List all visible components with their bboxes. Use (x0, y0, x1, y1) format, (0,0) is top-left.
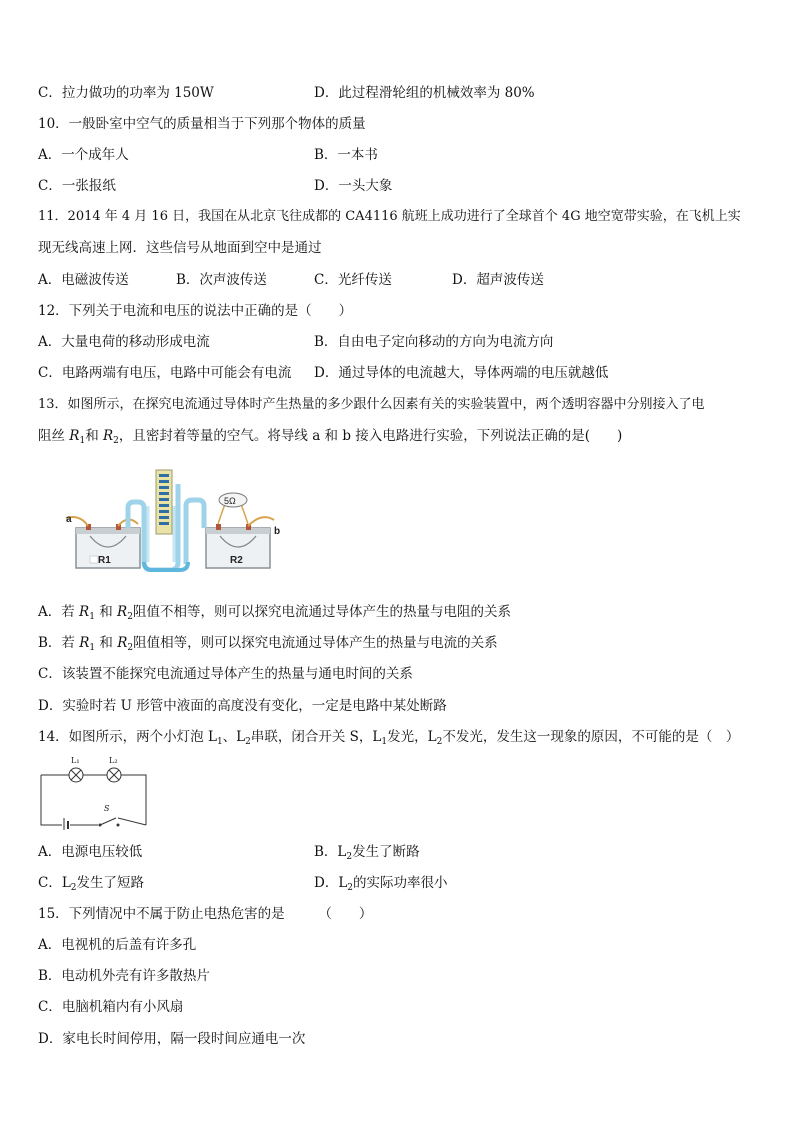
r1-label: R1 (98, 555, 111, 566)
five-ohm-label: 5Ω (224, 496, 236, 506)
q10-stem: 10．一般卧室中空气的质量相当于下列那个物体的质量 (38, 116, 366, 132)
q13-option-b: B．若 $R_1$ 和 $R_2$阻值相等，则可以探究电流通过导体产生的热量与电流的关系 (38, 635, 498, 653)
q12-option-a: A．大量电荷的移动形成电流 (38, 334, 210, 350)
q14-option-b: B．$L_2$发生了断路 (314, 844, 420, 862)
wire-a-label: a (66, 514, 72, 525)
q11-stem-line2: 现无线高速上网．这些信号从地面到空中是通过 (38, 240, 322, 256)
q14-stem: 14．如图所示，两个小灯泡 $L_1$、$L_2$串联，闭合开关 S，$L_1$发光，$L_2$不发光，发生这一现象的原因，不可能的是（ ） (38, 729, 740, 747)
r2-label: R2 (230, 555, 243, 566)
q12-option-b: B．自由电子定向移动的方向为电流方向 (314, 334, 554, 350)
switch-label: S (104, 804, 110, 813)
q15-option-d: D．家电长时间停用，隔一段时间应通电一次 (38, 1031, 306, 1047)
q11-option-a: A．电磁波传送 (38, 272, 129, 288)
q13-stem-line2: 阻丝 $R_1$和 $R_2$，且密封着等量的空气。将导线 a 和 b 接入电路进行实验，下列说法正确的是( ) (38, 428, 623, 446)
wire-b-label: b (274, 526, 281, 537)
q13-stem-line1: 13．如图所示，在探究电流通过导体时产生热量的多少跟什么因素有关的实验装置中，两个透明容器中分别接入了电 (38, 397, 705, 412)
q15-option-c: C．电脑机箱内有小风扇 (38, 999, 184, 1015)
q12-option-d: D．通过导体的电流越大，导体两端的电压就越低 (314, 365, 609, 381)
q11-stem-line1: 11．2014 年 4 月 16 日，我国在从北京飞往成都的 CA4116 航班上成功进行了全球首个 4G 地空宽带实验，在飞机上实 (38, 209, 741, 224)
q15-stem: 15．下列情况中不属于防止电热危害的是 （ ） (38, 906, 373, 922)
q12-option-c: C．电路两端有电压，电路中可能会有电流 (38, 365, 292, 381)
q9-option-c: C．拉力做功的功率为 150W (38, 85, 214, 101)
q13-option-a: A．若 $R_1$ 和 $R_2$阻值不相等，则可以探究电流通过导体产生的热量与电阻的关系 (38, 604, 511, 622)
q10-option-c: C．一张报纸 (38, 178, 116, 194)
q14-option-a: A．电源电压较低 (38, 844, 143, 860)
lamp-l2-label: L₂ (109, 756, 118, 765)
q10-option-d: D．一头大象 (314, 178, 393, 194)
q13-option-c: C．该装置不能探究电流通过导体产生的热量与通电时间的关系 (38, 666, 413, 682)
q11-option-c: C．光纤传送 (314, 272, 392, 288)
q14-option-c: C．$L_2$发生了短路 (38, 875, 145, 893)
q11-option-d: D．超声波传送 (452, 272, 544, 288)
q15-option-b: B．电动机外壳有许多散热片 (38, 968, 210, 984)
q9-option-d: D．此过程滑轮组的机械效率为 80% (314, 85, 535, 101)
q12-stem: 12．下列关于电流和电压的说法中正确的是（ ） (38, 303, 353, 319)
q15-option-a: A．电视机的后盖有许多孔 (38, 937, 197, 953)
q10-option-a: A．一个成年人 (38, 147, 129, 163)
joule-heating-apparatus-figure (62, 466, 292, 572)
q10-option-b: B．一本书 (314, 147, 378, 163)
q14-option-d: D．$L_2$的实际功率很小 (314, 875, 448, 893)
lamp-l1-label: L₁ (71, 756, 80, 765)
q11-option-b: B．次声波传送 (176, 272, 267, 288)
series-circuit-figure (38, 754, 150, 830)
q13-option-d: D．实验时若 U 形管中液面的高度没有变化，一定是电路中某处断路 (38, 698, 447, 714)
